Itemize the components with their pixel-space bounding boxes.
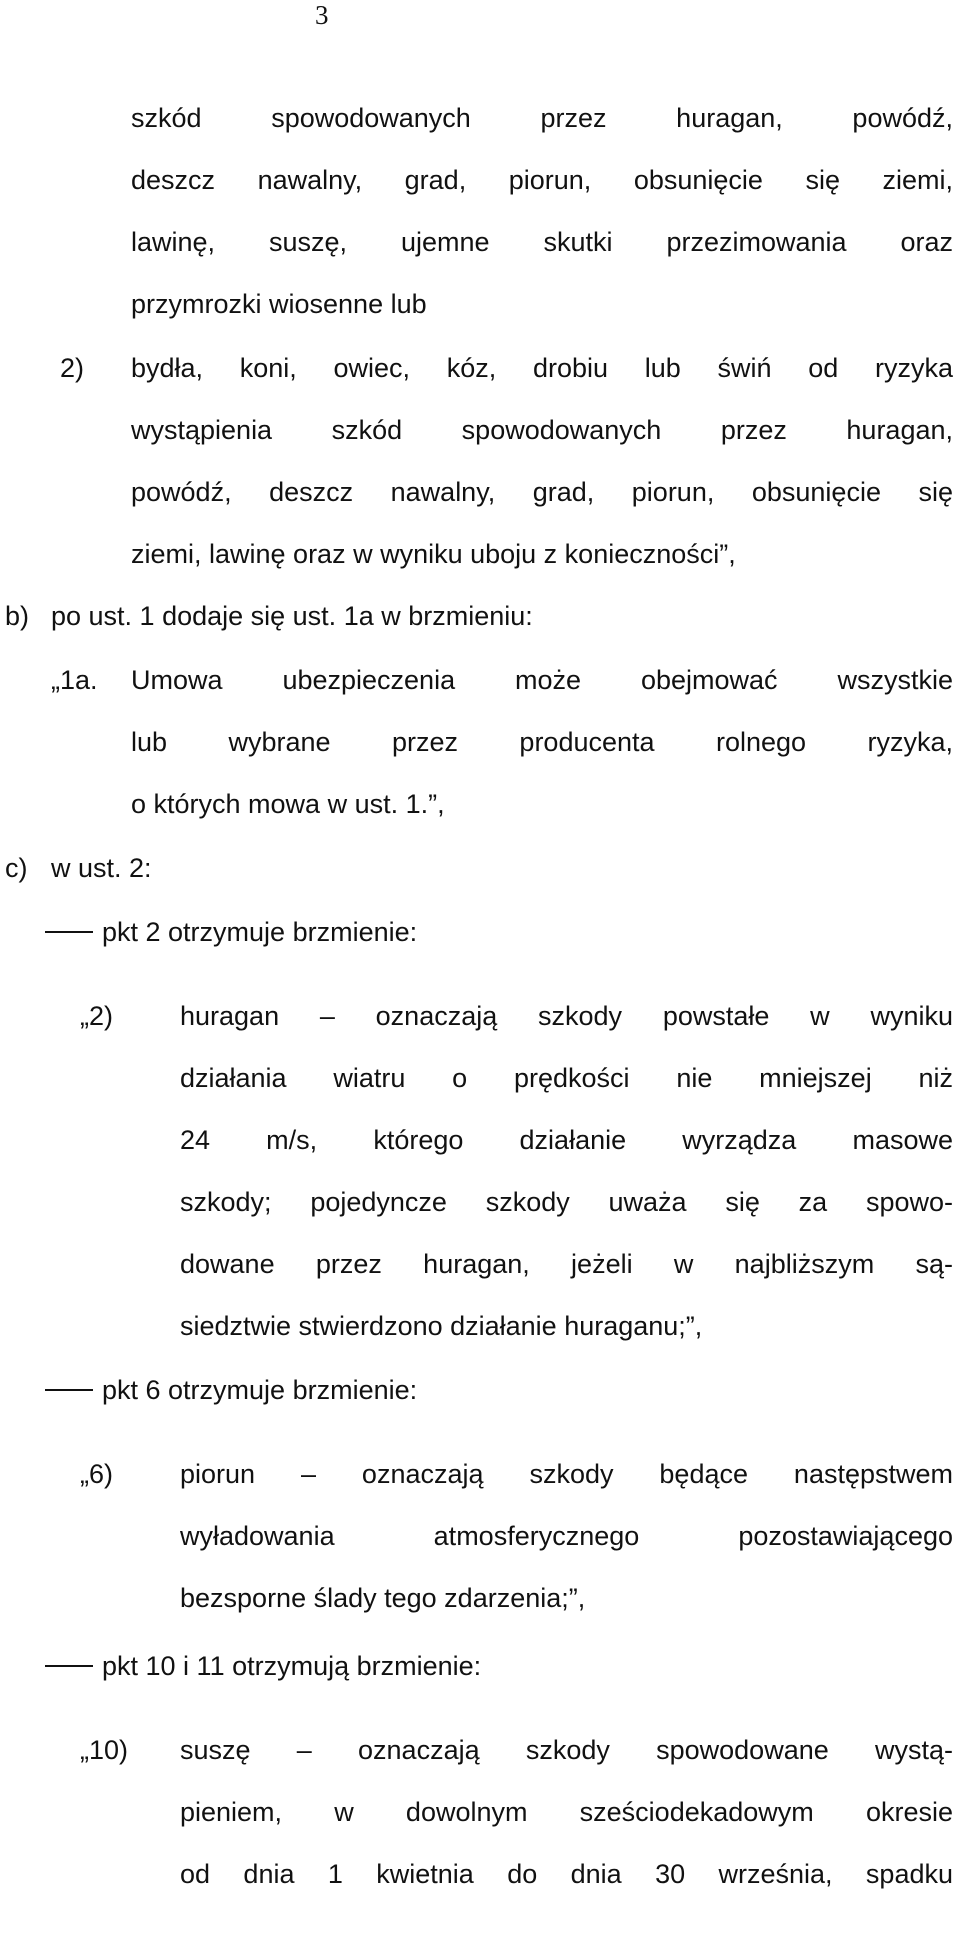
dash-marker bbox=[45, 1389, 93, 1391]
ust-1a-line-2: lub wybrane przez producenta rolnego ryzyka, bbox=[131, 727, 953, 757]
def-2-line-4: szkody; pojedyncze szkody uważa się za spowo- bbox=[180, 1187, 953, 1217]
continuation-line-2: deszcz nawalny, grad, piorun, obsunięcie się ziemi, bbox=[131, 165, 953, 195]
def-2-marker: „2) bbox=[80, 1001, 113, 1031]
item-2-line-1: bydła, koni, owiec, kóz, drobiu lub świń od ryzyka bbox=[131, 353, 953, 383]
item-2-line-2: wystąpienia szkód spowodowanych przez huragan, bbox=[131, 415, 953, 445]
item-2-line-4: ziemi, lawinę oraz w wyniku uboju z konieczności”, bbox=[131, 539, 736, 569]
dash-marker bbox=[45, 931, 93, 933]
dash-pkt6-text: pkt 6 otrzymuje brzmienie: bbox=[102, 1375, 418, 1405]
dash-pkt2-text: pkt 2 otrzymuje brzmienie: bbox=[102, 917, 418, 947]
def-2-line-5: dowane przez huragan, jeżeli w najbliższym są- bbox=[180, 1249, 953, 1279]
def-2-line-3: 24 m/s, którego działanie wyrządza masowe bbox=[180, 1125, 953, 1155]
item-b-marker: b) bbox=[5, 601, 30, 631]
def-10-line-1: suszę – oznaczają szkody spowodowane wystą- bbox=[180, 1735, 953, 1765]
ust-1a-line-1: Umowa ubezpieczenia może obejmować wszystkie bbox=[131, 665, 953, 695]
def-2-line-1: huragan – oznaczają szkody powstałe w wyniku bbox=[180, 1001, 953, 1031]
item-b-text: po ust. 1 dodaje się ust. 1a w brzmieniu: bbox=[51, 601, 533, 631]
dash-pkt10-text: pkt 10 i 11 otrzymują brzmienie: bbox=[102, 1651, 482, 1681]
def-2-line-2: działania wiatru o prędkości nie mniejszej niż bbox=[180, 1063, 953, 1093]
def-6-line-2: wyładowania atmosferycznego pozostawiającego bbox=[180, 1521, 953, 1551]
item-2-marker: 2) bbox=[60, 353, 85, 383]
def-6-marker: „6) bbox=[80, 1459, 113, 1489]
continuation-line-1: szkód spowodowanych przez huragan, powódź, bbox=[131, 103, 953, 133]
item-2-line-3: powódź, deszcz nawalny, grad, piorun, obsunięcie się bbox=[131, 477, 953, 507]
dash-marker bbox=[45, 1665, 93, 1667]
def-10-line-3: od dnia 1 kwietnia do dnia 30 września, spadku bbox=[180, 1859, 953, 1889]
ust-1a-line-3: o których mowa w ust. 1.”, bbox=[131, 789, 445, 819]
def-10-line-2: pieniem, w dowolnym sześciodekadowym okresie bbox=[180, 1797, 953, 1827]
item-c-text: w ust. 2: bbox=[51, 853, 152, 883]
ust-1a-marker: „1a. bbox=[51, 665, 98, 695]
def-10-marker: „10) bbox=[80, 1735, 129, 1765]
page-number: 3 bbox=[315, 0, 329, 30]
continuation-line-4: przymrozki wiosenne lub bbox=[131, 289, 427, 319]
def-2-line-6: siedztwie stwierdzono działanie huraganu;”, bbox=[180, 1311, 703, 1341]
item-c-marker: c) bbox=[5, 853, 28, 883]
continuation-line-3: lawinę, suszę, ujemne skutki przezimowania oraz bbox=[131, 227, 953, 257]
def-6-line-3: bezsporne ślady tego zdarzenia;”, bbox=[180, 1583, 586, 1613]
def-6-line-1: piorun – oznaczają szkody będące następstwem bbox=[180, 1459, 953, 1489]
